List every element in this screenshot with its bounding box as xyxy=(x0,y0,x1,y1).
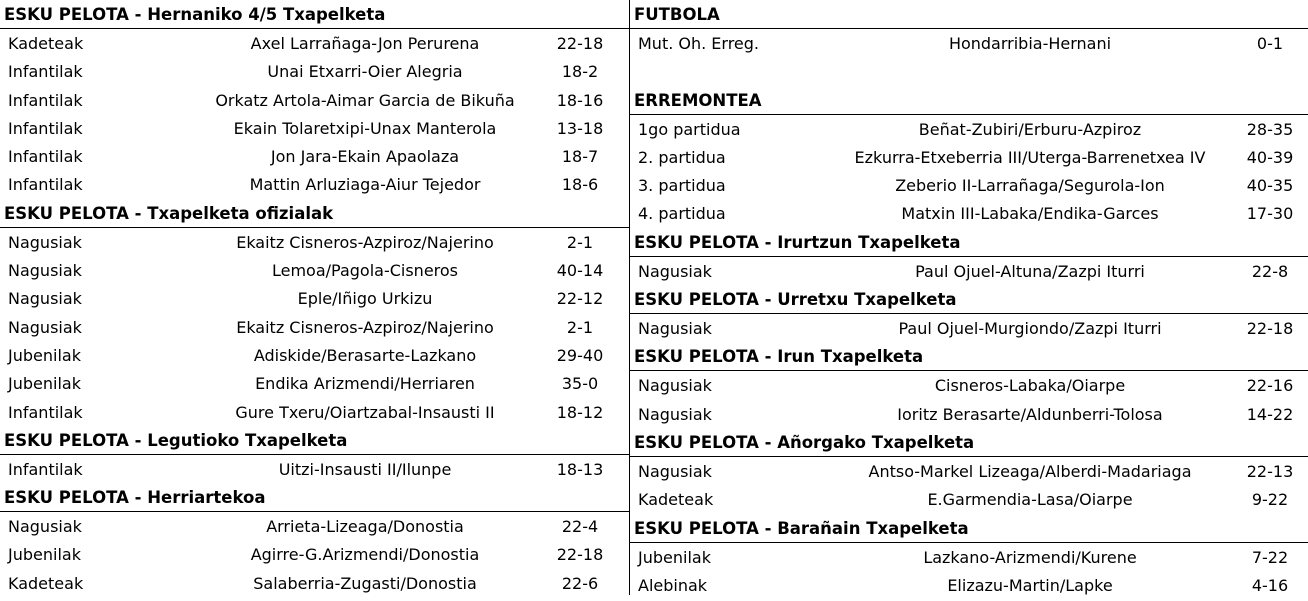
section-title: ESKU PELOTA - Barañain Txapelketa xyxy=(634,518,969,538)
result-row xyxy=(630,485,1308,513)
section-esku-pelota-hernaniko-4-5-txapelketa xyxy=(0,0,629,199)
match-cell: Beñat-Zubiri/Erburu-Azpiroz xyxy=(918,119,1142,139)
result-row xyxy=(630,314,1308,342)
section-title: ESKU PELOTA - Txapelketa ofizialak xyxy=(4,203,334,223)
category-cell: 1go partidua xyxy=(638,119,741,139)
result-row xyxy=(0,540,629,568)
results-list xyxy=(630,28,1308,86)
category-cell: Nagusiak xyxy=(638,261,712,281)
score-cell: 18-16 xyxy=(556,90,604,110)
match-cell: Axel Larrañaga-Jon Perurena xyxy=(250,34,480,53)
match-cell: Hondarribia-Hernani xyxy=(948,34,1112,53)
result-row xyxy=(0,313,629,341)
result-row xyxy=(0,114,629,142)
result-row xyxy=(630,257,1308,285)
category-cell: Nagusiak xyxy=(8,232,82,252)
match-cell: Eple/Iñigo Urkizu xyxy=(297,289,433,309)
score-cell: 14-22 xyxy=(1246,404,1294,424)
category-cell: Infantilak xyxy=(8,147,83,167)
score-cell: 40-14 xyxy=(556,261,604,281)
match-cell: Orkatz Artola-Aimar Garcia de Bikuña xyxy=(215,90,515,110)
match-cell: Cisneros-Labaka/Oiarpe xyxy=(934,376,1126,396)
category-cell: Nagusiak xyxy=(8,261,82,281)
match-cell: Paul Ojuel-Altuna/Zazpi Iturri xyxy=(915,261,1145,281)
section-title: ESKU PELOTA - Legutioko Txapelketa xyxy=(4,430,348,450)
category-cell: Nagusiak xyxy=(8,289,82,309)
score-cell: 0-1 xyxy=(1256,34,1284,53)
category-cell: Kadeteak xyxy=(8,573,84,593)
category-cell: Infantilak xyxy=(8,402,83,422)
match-cell: Arrieta-Lizeaga/Donostia xyxy=(266,517,464,537)
results-list xyxy=(0,454,629,483)
results-list xyxy=(0,227,629,426)
result-row xyxy=(0,369,629,397)
category-cell: Nagusiak xyxy=(8,317,82,337)
result-row xyxy=(0,142,629,170)
results-list xyxy=(630,456,1308,514)
score-cell: 22-8 xyxy=(1251,261,1289,281)
score-cell: 7-22 xyxy=(1251,547,1289,567)
category-cell: Kadeteak xyxy=(638,490,714,510)
results-list xyxy=(0,28,629,199)
score-cell: 40-35 xyxy=(1246,176,1294,196)
match-cell: Ekain Tolaretxipi-Unax Manterola xyxy=(233,118,497,138)
category-cell: Nagusiak xyxy=(8,517,82,537)
category-cell: Nagusiak xyxy=(638,461,712,481)
match-cell: Ekaitz Cisneros-Azpiroz/Najerino xyxy=(236,317,494,337)
results-list xyxy=(630,542,1308,600)
category-cell: 4. partidua xyxy=(638,204,726,224)
section-title: ESKU PELOTA - Irun Txapelketa xyxy=(634,347,924,367)
left-column xyxy=(0,0,629,595)
result-row xyxy=(630,115,1308,143)
results-list xyxy=(630,256,1308,285)
score-cell: 13-18 xyxy=(556,118,604,138)
section-title: ESKU PELOTA - Herriartekoa xyxy=(4,488,266,508)
score-cell: 18-12 xyxy=(556,402,604,422)
section-title: ERREMONTEA xyxy=(634,90,762,110)
result-row xyxy=(0,86,629,114)
match-cell: Ekaitz Cisneros-Azpiroz/Najerino xyxy=(236,232,494,252)
score-cell: 28-35 xyxy=(1246,119,1294,139)
category-cell: Infantilak xyxy=(8,118,83,138)
result-row xyxy=(0,569,629,597)
result-row xyxy=(0,284,629,312)
match-cell: Uitzi-Insausti II/Ilunpe xyxy=(278,459,452,479)
match-cell: Lemoa/Pagola-Cisneros xyxy=(271,261,459,281)
category-cell: Infantilak xyxy=(8,175,83,195)
score-cell: 22-4 xyxy=(561,517,599,537)
category-cell: Infantilak xyxy=(8,90,83,110)
category-cell: Nagusiak xyxy=(638,319,712,339)
category-cell: Nagusiak xyxy=(638,404,712,424)
section-esku-pelota-txapelketa-ofizialak xyxy=(0,199,629,426)
category-cell: Jubenilak xyxy=(8,545,81,565)
score-cell: 18-2 xyxy=(561,62,599,82)
score-cell: 35-0 xyxy=(561,374,599,394)
score-cell: 18-7 xyxy=(561,147,599,167)
score-cell: 22-12 xyxy=(556,289,604,309)
score-cell: 40-39 xyxy=(1246,147,1294,167)
section-esku-pelota-legutioko-txapelketa xyxy=(0,426,629,483)
match-cell: Adiskide/Berasarte-Lazkano xyxy=(253,345,477,365)
category-cell: Alebinak xyxy=(638,575,708,595)
blank-row xyxy=(630,57,1308,85)
result-row xyxy=(630,400,1308,428)
section-title: ESKU PELOTA - Urretxu Txapelketa xyxy=(634,290,957,310)
section-title: ESKU PELOTA - Añorgako Txapelketa xyxy=(634,432,975,452)
match-cell: Jon Jara-Ekain Apaolaza xyxy=(270,147,460,167)
match-cell: Matxin III-Labaka/Endika-Garces xyxy=(901,204,1159,224)
category-cell: Jubenilak xyxy=(8,345,81,365)
result-row xyxy=(0,256,629,284)
score-cell: 22-18 xyxy=(556,545,604,565)
score-cell: 18-6 xyxy=(561,175,599,195)
section-title: FUTBOLA xyxy=(634,5,720,24)
section-title: ESKU PELOTA - Irurtzun Txapelketa xyxy=(634,232,961,252)
result-row xyxy=(630,543,1308,571)
score-cell: 22-13 xyxy=(1246,461,1294,481)
result-row xyxy=(630,457,1308,485)
result-row xyxy=(0,341,629,369)
match-cell: E.Garmendia-Lasa/Oiarpe xyxy=(927,490,1133,510)
score-cell: 18-13 xyxy=(556,459,604,479)
right-column xyxy=(630,0,1308,595)
match-cell: Unai Etxarri-Oier Alegria xyxy=(267,62,463,82)
category-cell: 3. partidua xyxy=(638,176,726,196)
section-title: ESKU PELOTA - Hernaniko 4/5 Txapelketa xyxy=(4,5,386,24)
section-esku-pelota-irun-txapelketa xyxy=(630,342,1308,428)
result-row xyxy=(0,57,629,85)
section-esku-pelota-baranain-txapelketa xyxy=(630,514,1308,600)
match-cell: Lazkano-Arizmendi/Kurene xyxy=(923,547,1137,567)
section-esku-pelota-herriartekoa xyxy=(0,483,629,597)
section-esku-pelota-anorgako-txapelketa xyxy=(630,428,1308,514)
results-list xyxy=(630,313,1308,342)
match-cell: Paul Ojuel-Murgiondo/Zazpi Iturri xyxy=(898,319,1162,339)
match-cell: Salaberria-Zugasti/Donostia xyxy=(253,573,477,593)
result-row xyxy=(0,29,629,57)
score-cell: 22-18 xyxy=(556,34,604,53)
score-cell: 2-1 xyxy=(566,232,594,252)
section-erremontea xyxy=(630,86,1308,228)
category-cell: Infantilak xyxy=(8,62,83,82)
match-cell: Gure Txeru/Oiartzabal-Insausti II xyxy=(235,402,495,422)
match-cell: Endika Arizmendi/Herriaren xyxy=(255,374,475,394)
result-row xyxy=(630,371,1308,399)
category-cell: Nagusiak xyxy=(638,376,712,396)
match-cell: Antso-Markel Lizeaga/Alberdi-Madariaga xyxy=(868,461,1192,481)
result-row xyxy=(0,512,629,540)
result-row xyxy=(630,29,1308,57)
match-cell: Ezkurra-Etxeberria III/Uterga-Barrenetxea IV xyxy=(854,147,1206,167)
match-cell: Elizazu-Martin/Lapke xyxy=(947,575,1113,595)
result-row xyxy=(0,398,629,426)
score-cell: 29-40 xyxy=(556,345,604,365)
category-cell: Infantilak xyxy=(8,459,83,479)
result-row xyxy=(630,143,1308,171)
score-cell: 22-18 xyxy=(1246,319,1294,339)
category-cell: Jubenilak xyxy=(638,547,711,567)
result-row xyxy=(0,170,629,198)
match-cell: Zeberio II-Larrañaga/Segurola-Ion xyxy=(895,176,1165,196)
result-row xyxy=(630,199,1308,227)
match-cell: Mattin Arluziaga-Aiur Tejedor xyxy=(249,175,481,195)
section-esku-pelota-irurtzun-txapelketa xyxy=(630,228,1308,285)
score-cell: 22-6 xyxy=(561,573,599,593)
score-cell: 9-22 xyxy=(1251,490,1289,510)
results-list xyxy=(630,114,1308,228)
match-cell: Agirre-G.Arizmendi/Donostia xyxy=(250,545,480,565)
results-list xyxy=(0,511,629,597)
section-futbola xyxy=(630,0,1308,86)
result-row xyxy=(0,228,629,256)
score-cell: 17-30 xyxy=(1246,204,1294,224)
category-cell: Jubenilak xyxy=(8,374,81,394)
category-cell: Mut. Oh. Erreg. xyxy=(638,34,760,53)
category-cell: Kadeteak xyxy=(8,34,84,53)
result-row xyxy=(0,455,629,483)
result-row xyxy=(630,171,1308,199)
section-esku-pelota-urretxu-txapelketa xyxy=(630,285,1308,342)
category-cell: 2. partidua xyxy=(638,147,726,167)
score-cell: 22-16 xyxy=(1246,376,1294,396)
score-cell: 4-16 xyxy=(1251,575,1289,595)
match-cell: Ioritz Berasarte/Aldunberri-Tolosa xyxy=(897,404,1163,424)
results-list xyxy=(630,370,1308,428)
score-cell: 2-1 xyxy=(566,317,594,337)
